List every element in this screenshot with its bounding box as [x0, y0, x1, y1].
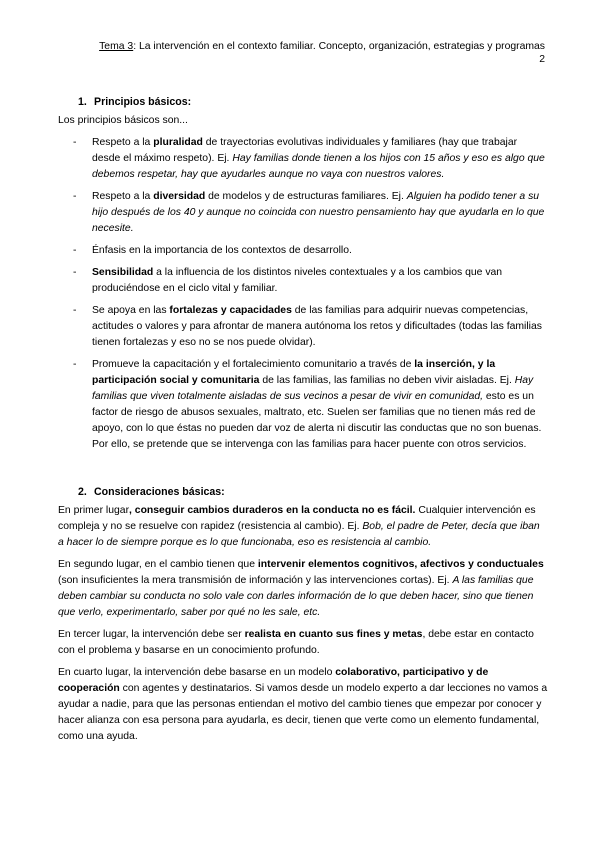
text: En tercer lugar, la intervención debe ser	[58, 629, 245, 640]
bullet-dash: -	[73, 137, 77, 148]
bullet-dash: -	[73, 245, 77, 256]
text: de trayectorias evolutivas individuales y familiares (hay que trabajar desde el máximo respeto). Ej.	[92, 137, 518, 164]
text: (son insuficientes la mera transmisión de información y las intervenciones cortas). Ej.	[58, 575, 453, 586]
paragraph	[58, 627, 548, 659]
page-header	[60, 40, 545, 66]
text: a la influencia de los distintos niveles contextuales y a los cambios que van produciéndose en el ciclo vital y familiar.	[92, 267, 503, 294]
text: Respeto a la	[92, 137, 154, 148]
list-item	[58, 189, 548, 237]
italic-example: Bob, el padre de Peter, decía que iban a hacer lo de siempre porque es lo que funcionaba, eso es resistencia al cambio.	[58, 521, 540, 548]
principles-list	[58, 135, 548, 453]
text: Énfasis en la importancia de los contextos de desarrollo.	[92, 245, 352, 256]
text: esto es un factor de riesgo de abusos sexuales, maltrato, etc. Suelen ser familias que no tienen más red de apoyo, con lo que éstas no pueden dar voz de alerta ni discutir las conductas que no son buenas. Por ello, se pretende que se intervenga con las familias para hacer puente con otros servicios.	[92, 391, 542, 450]
italic-example: A las familias que deben cambiar su conducta no solo vale con darles información de lo que deben hacer, sino que tienen que verlo, experimentarlo, saber por qué no les sale, etc.	[58, 575, 534, 618]
text: con agentes y destinatarios. Si vamos desde un modelo experto a dar lecciones no vamos a ayudar a nadie, para que las personas entiendan el motivo del cambio tienes que empezar por conocer y hacer alianza con esa persona para ayudarla, es decir, tienen que verte como un elemento fundamental, como una ayuda.	[58, 683, 548, 742]
text: Respeto a la	[92, 191, 154, 202]
bold-text: la inserción, y la participación social y comunitaria	[92, 359, 496, 386]
bold-text: Sensibilidad	[92, 267, 154, 278]
header-title-text: : La intervención en el contexto familiar. Concepto, organización, estrategias y programas	[133, 41, 545, 52]
text: de las familias para adquirir nuevas competencias, actitudes o valores y para afrontar de manera autónoma los retos y dificultades (todas las familias tienen fortalezas y eso no se nos puede olvidar).	[92, 305, 542, 348]
text: , debe estar en contacto con el problema y basarse en un conocimiento profundo.	[58, 629, 534, 656]
list-item	[58, 135, 548, 183]
bullet-dash: -	[73, 359, 77, 370]
bullet-dash: -	[73, 267, 77, 278]
header-title	[60, 40, 545, 53]
text: En segundo lugar, en el cambio tienen que	[58, 559, 258, 570]
bold-text: fortalezas y capacidades	[169, 305, 292, 316]
list-item	[58, 303, 548, 351]
list-item	[58, 243, 548, 259]
text: de las familias, las familias no deben vivir aisladas. Ej.	[259, 375, 515, 386]
section-title: Consideraciones básicas:	[94, 486, 225, 498]
list-item	[58, 357, 548, 453]
bold-text: pluralidad	[153, 137, 203, 148]
text: Promueve la capacitación y el fortalecimiento comunitario a través de	[92, 359, 415, 370]
text: Se apoya en las	[92, 305, 170, 316]
bold-text: colaborativo, participativo y de cooperación	[58, 667, 489, 694]
page-number: 2	[539, 54, 545, 65]
text: de modelos y de estructuras familiares. Ej.	[205, 191, 407, 202]
text: En cuarto lugar, la intervención debe basarse en un modelo	[58, 667, 336, 678]
section-number: 1.	[78, 96, 87, 108]
section-principios	[58, 94, 548, 459]
section-consideraciones	[58, 484, 548, 751]
bold-text: diversidad	[153, 191, 206, 202]
bullet-dash: -	[73, 191, 77, 202]
bold-text: intervenir elementos cognitivos, afectivos y conductuales	[257, 559, 544, 570]
italic-example: Hay familias que viven totalmente aisladas de sus vecinos a pesar de vivir en comunidad,	[92, 375, 534, 402]
section-title: Principios básicos:	[94, 96, 192, 108]
section-heading	[78, 94, 548, 110]
text: En primer lugar	[58, 505, 130, 516]
list-item	[58, 265, 548, 297]
paragraph	[58, 503, 548, 551]
header-tema-label: Tema 3	[99, 41, 134, 52]
text: Cualquier intervención es compleja y no se resuelve con rapidez (resistencia al cambio). Ej.	[58, 505, 536, 532]
italic-example: Hay familias donde tienen a los hijos con 15 años y eso es algo que debemos respetar, hay que ayudarles aunque no vaya con nuestros valores.	[92, 153, 545, 180]
section-intro: Los principios básicos son...	[58, 115, 188, 126]
bold-text: , conseguir cambios duraderos en la conducta no es fácil.	[129, 505, 416, 516]
bold-text: realista en cuanto sus fines y metas	[244, 629, 423, 640]
italic-example: Alguien ha podido tener a su hijo después de los 40 y aunque no coincida con nuestro pensamiento hay que ayudarla en lo que necesite.	[92, 191, 545, 234]
section-number: 2.	[78, 486, 87, 498]
section-heading	[78, 484, 548, 500]
paragraph	[58, 665, 548, 745]
bullet-dash: -	[73, 305, 77, 316]
paragraph	[58, 557, 548, 621]
